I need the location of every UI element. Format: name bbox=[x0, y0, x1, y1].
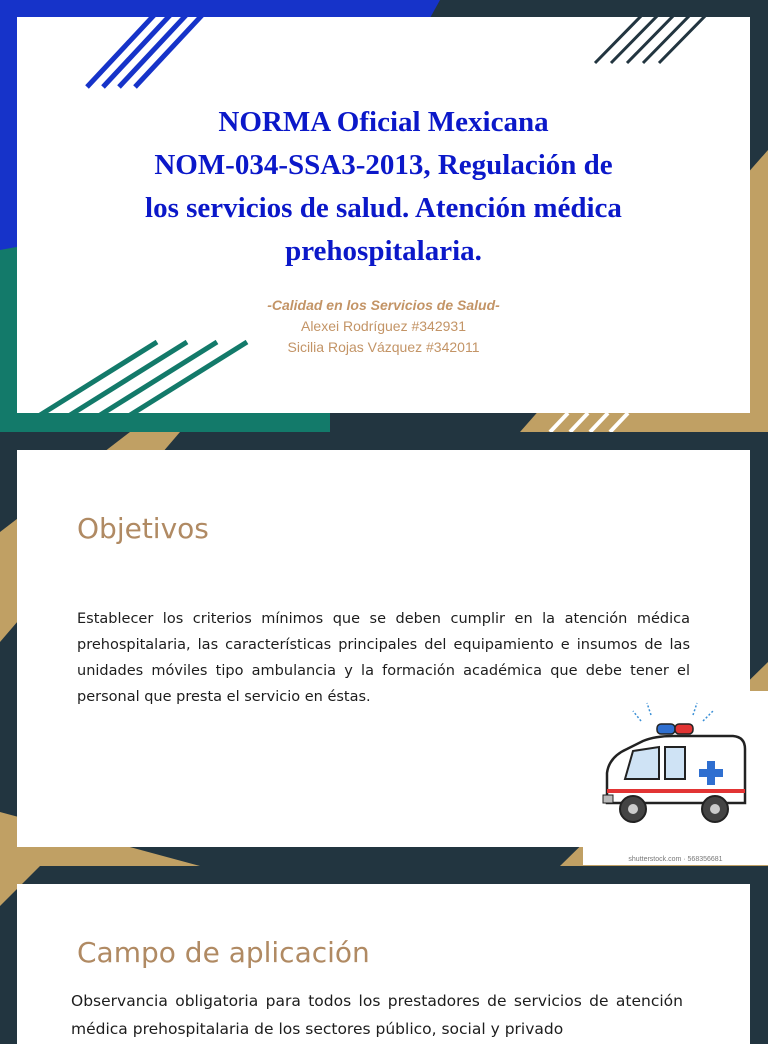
image-credit: shutterstock.com · 568356681 bbox=[628, 856, 723, 863]
slide-1-card bbox=[17, 17, 750, 413]
title-line: los servicios de salud. Atención médica bbox=[145, 192, 622, 224]
course-name: -Calidad en los Servicios de Salud- bbox=[267, 297, 500, 313]
page-title bbox=[17, 101, 750, 273]
title-line: prehospitalaria. bbox=[285, 235, 482, 267]
section-heading: Objetivos bbox=[77, 512, 209, 545]
scope-text: Observancia obligatoria para todos los prestadores de servicios de atención médica prehospitalaria de los sectores público, social y privado bbox=[71, 992, 683, 1038]
section-heading: Campo de aplicación bbox=[77, 936, 370, 969]
title-line: NORMA Oficial Mexicana bbox=[218, 106, 549, 138]
author: Sicilia Rojas Vázquez #342011 bbox=[287, 339, 480, 355]
ambulance-icon bbox=[583, 691, 768, 851]
objective-text: Establecer los criterios mínimos que se deben cumplir en la atención médica prehospitalaria, las características principales del equipamiento e insumos de las unidades móviles tipo ambulancia y la formación académica que debe tener el personal que presta el servicio en éstas. bbox=[77, 611, 690, 705]
white-stripes-decor bbox=[540, 413, 650, 432]
slide-3-card bbox=[17, 884, 750, 1044]
title-line: NOM-034-SSA3-2013, Regulación de bbox=[154, 149, 613, 181]
subtitle-block bbox=[17, 295, 750, 358]
author: Alexei Rodríguez #342931 bbox=[300, 318, 466, 334]
ambulance-image bbox=[583, 691, 768, 865]
